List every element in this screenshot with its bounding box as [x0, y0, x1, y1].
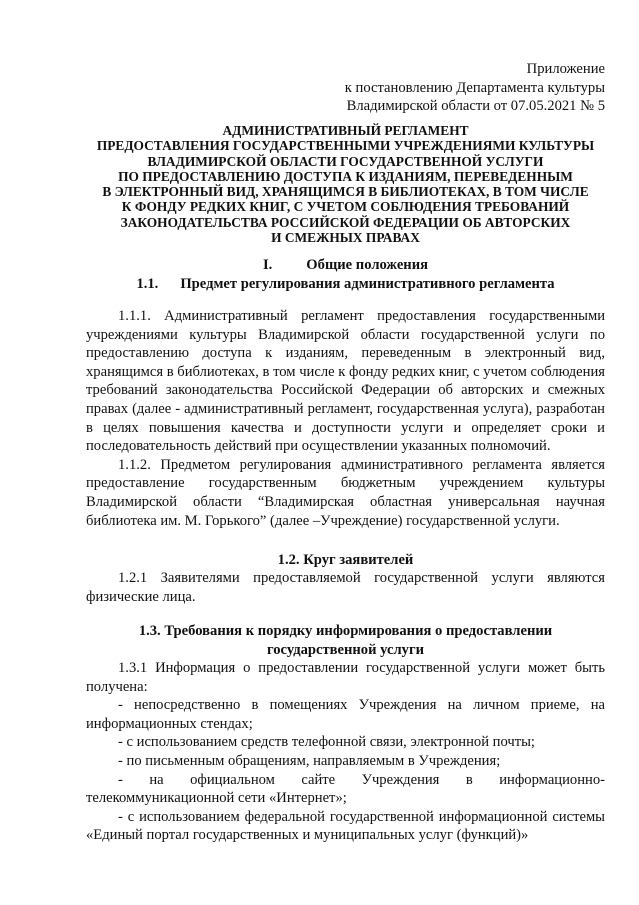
title-line: ВЛАДИМИРСКОЙ ОБЛАСТИ ГОСУДАРСТВЕННОЙ УСЛУГИ — [147, 153, 544, 169]
list-item: - по письменным обращениям, направляемым в Учреждения; — [118, 752, 501, 769]
paragraph-1-1-1-block — [86, 307, 605, 530]
paragraph-1-2-1: 1.2.1 Заявителями предоставляемой государственной услуги являются физические лица. — [86, 570, 605, 605]
title-line: И СМЕЖНЫХ ПРАВАХ — [271, 230, 420, 246]
title-line: АДМИНИСТРАТИВНЫЙ РЕГЛАМЕНТ — [222, 123, 469, 138]
paragraph-1-3-1: 1.3.1 Информация о предоставлении государственной услуги может быть получена: — [86, 660, 605, 695]
section-1-number: I. — [262, 257, 273, 273]
list-item: - на официальном сайте Учреждения в информационно-телекоммуникационной сети «Интернет»; — [86, 771, 605, 807]
appendix-line-2: к постановлению Департамента культуры — [344, 79, 605, 96]
paragraph-1-2-1-block — [86, 569, 605, 606]
list-item: - непосредственно в помещениях Учреждения на личном приеме, на информационных стендах; — [86, 697, 605, 732]
list-item: - с использованием средств телефонной связи, электронной почты; — [118, 734, 535, 751]
title-line: В ЭЛЕКТРОННЫЙ ВИД, ХРАНЯЩИМСЯ В БИБЛИОТЕКАХ, В ТОМ ЧИСЛЕ — [102, 184, 589, 200]
appendix-line-3: Владимирской области от 07.05.2021 № 5 — [346, 98, 605, 114]
list-item: - с использованием федеральной государственной информационной системы «Единый портал государственных и муниципальных услуг (функций)» — [86, 808, 605, 844]
paragraph-1-1-2: 1.1.2. Предметом регулирования административного регламента является предоставление государственным бюджетным учреждением культуры Владимирской области “Владимирская областная универсальная научная библиотека им. М. Горького” (далее –Учреждение) государственной услуги. — [86, 456, 605, 529]
subsection-1-2-title: 1.2. Круг заявителей — [277, 552, 414, 568]
subsection-1-1-title: Предмет регулирования административного регламента — [180, 276, 555, 292]
title-line: ПРЕДОСТАВЛЕНИЯ ГОСУДАРСТВЕННЫМИ УЧРЕЖДЕНИЯМИ КУЛЬТУРЫ — [96, 138, 595, 154]
document-title — [86, 123, 605, 245]
title-line: ЗАКОНОДАТЕЛЬСТВА РОССИЙСКОЙ ФЕДЕРАЦИИ ОБ АВТОРСКИХ — [120, 214, 571, 230]
section-1-title: Общие положения — [306, 257, 429, 273]
paragraph-1-1-1: 1.1.1. Административный регламент предоставления государственными учреждениями культуры Владимирской области государственной услуги по предоставлению доступа к изданиям, переведенным в электронный вид, хранящимся в библиотеках, в том числе к фонду редких книг, с учетом соблюдения требований законодательства Российской Федерации об авторских и смежных правах (далее - административный регламент, государственная услуга), разработан в целях повышения качества и доступности услуги и определяет сроки и последовательность действий при осуществлении указанных полномочий. — [86, 308, 605, 455]
subsection-1-2-heading — [86, 551, 605, 570]
subsection-1-1-number: 1.1. — [136, 276, 159, 292]
title-line: ПО ПРЕДОСТАВЛЕНИЮ ДОСТУПА К ИЗДАНИЯМ, ПЕРЕВЕДЕННЫМ — [118, 168, 573, 184]
subsection-1-1-heading — [86, 275, 605, 294]
appendix-note — [305, 60, 605, 116]
section-1-heading — [86, 256, 605, 275]
title-line: К ФОНДУ РЕДКИХ КНИГ, С УЧЕТОМ СОБЛЮДЕНИЯ ТРЕБОВАНИЙ — [121, 199, 570, 215]
appendix-line-1: Приложение — [526, 61, 605, 77]
subsection-1-3-title-line-1: 1.3. Требования к порядку информирования о предоставлении — [138, 623, 553, 639]
subsection-1-3-heading — [86, 622, 605, 659]
paragraph-1-3-1-block — [86, 659, 605, 845]
subsection-1-3-title-line-2: государственной услуги — [266, 641, 425, 658]
